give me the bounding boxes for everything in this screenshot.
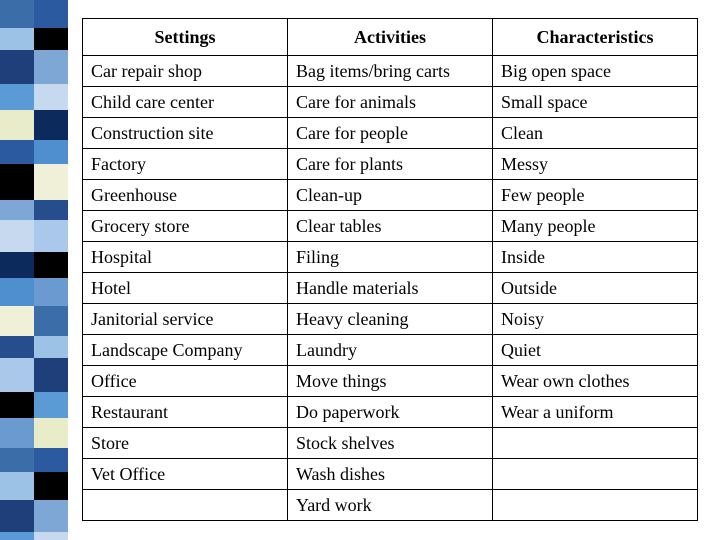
cell-characteristic: Outside [493,273,698,304]
cell-setting: Office [83,366,288,397]
cell-activity: Wash dishes [288,459,493,490]
stripe-block [34,252,68,278]
cell-setting: Hospital [83,242,288,273]
cell-characteristic: Big open space [493,56,698,87]
stripe-block [0,164,34,200]
cell-characteristic [493,490,698,521]
cell-activity: Laundry [288,335,493,366]
cell-characteristic: Few people [493,180,698,211]
table-row [83,459,698,490]
decorative-stripe-bar [0,0,68,540]
stripe-block [0,28,34,50]
stripe-block [0,220,34,252]
table-row [83,428,698,459]
cell-characteristic: Quiet [493,335,698,366]
stripe-block [34,418,68,448]
cell-setting: Vet Office [83,459,288,490]
stripe-block [0,50,34,84]
cell-characteristic: Wear a uniform [493,397,698,428]
cell-characteristic: Messy [493,149,698,180]
stripe-block [0,140,34,164]
cell-setting: Restaurant [83,397,288,428]
stripe-block [34,278,68,306]
cell-characteristic [493,459,698,490]
table-row [83,304,698,335]
stripe-block [0,336,34,358]
cell-setting: Construction site [83,118,288,149]
table-row [83,335,698,366]
stripe-block [0,500,34,532]
cell-setting [83,490,288,521]
cell-characteristic: Wear own clothes [493,366,698,397]
stripe-block [34,472,68,500]
stripe-block [34,84,68,110]
cell-characteristic: Inside [493,242,698,273]
cell-activity: Clear tables [288,211,493,242]
cell-setting: Janitorial service [83,304,288,335]
cell-activity: Do paperwork [288,397,493,428]
stripe-block [34,200,68,220]
stripe-block [34,306,68,336]
table-row [83,397,698,428]
header-row [83,19,698,56]
cell-setting: Child care center [83,87,288,118]
stripe-block [34,532,68,540]
settings-activities-table [82,18,698,521]
cell-characteristic: Noisy [493,304,698,335]
stripe-block [34,140,68,164]
cell-setting: Car repair shop [83,56,288,87]
stripe-block [0,448,34,472]
cell-activity: Bag items/bring carts [288,56,493,87]
cell-activity: Heavy cleaning [288,304,493,335]
stripe-block [34,164,68,200]
stripe-block [34,448,68,472]
stripe-block [0,252,34,278]
stripe-block [0,358,34,392]
stripe-block [0,84,34,110]
cell-activity: Handle materials [288,273,493,304]
header-settings: Settings [83,19,288,56]
stripe-block [0,278,34,306]
table-row [83,490,698,521]
table-row [83,211,698,242]
stripe-block [34,500,68,532]
table-row [83,366,698,397]
cell-setting: Grocery store [83,211,288,242]
cell-activity: Stock shelves [288,428,493,459]
stripe-block [0,0,34,28]
cell-setting: Hotel [83,273,288,304]
cell-setting: Store [83,428,288,459]
header-activities: Activities [288,19,493,56]
cell-activity: Yard work [288,490,493,521]
cell-characteristic: Many people [493,211,698,242]
cell-activity: Filing [288,242,493,273]
stripe-block [34,358,68,392]
stripe-block [0,472,34,500]
stripe-block [0,418,34,448]
table-row [83,273,698,304]
stripe-block [0,532,34,540]
stripe-block [34,220,68,252]
stripe-block [34,50,68,84]
stripe-block [34,392,68,418]
cell-activity: Care for plants [288,149,493,180]
stripe-block [0,306,34,336]
cell-setting: Landscape Company [83,335,288,366]
cell-activity: Care for animals [288,87,493,118]
stripe-block [0,392,34,418]
table-row [83,242,698,273]
cell-characteristic [493,428,698,459]
cell-characteristic: Small space [493,87,698,118]
cell-activity: Care for people [288,118,493,149]
table-row [83,118,698,149]
header-characteristics: Characteristics [493,19,698,56]
table-row [83,87,698,118]
cell-setting: Greenhouse [83,180,288,211]
stripe-block [34,336,68,358]
stripe-block [34,0,68,28]
stripe-block [34,110,68,140]
cell-characteristic: Clean [493,118,698,149]
stripe-block [0,200,34,220]
cell-setting: Factory [83,149,288,180]
cell-activity: Move things [288,366,493,397]
stripe-block [0,110,34,140]
table-row [83,56,698,87]
cell-activity: Clean-up [288,180,493,211]
table-row [83,149,698,180]
table-row [83,180,698,211]
stripe-block [34,28,68,50]
